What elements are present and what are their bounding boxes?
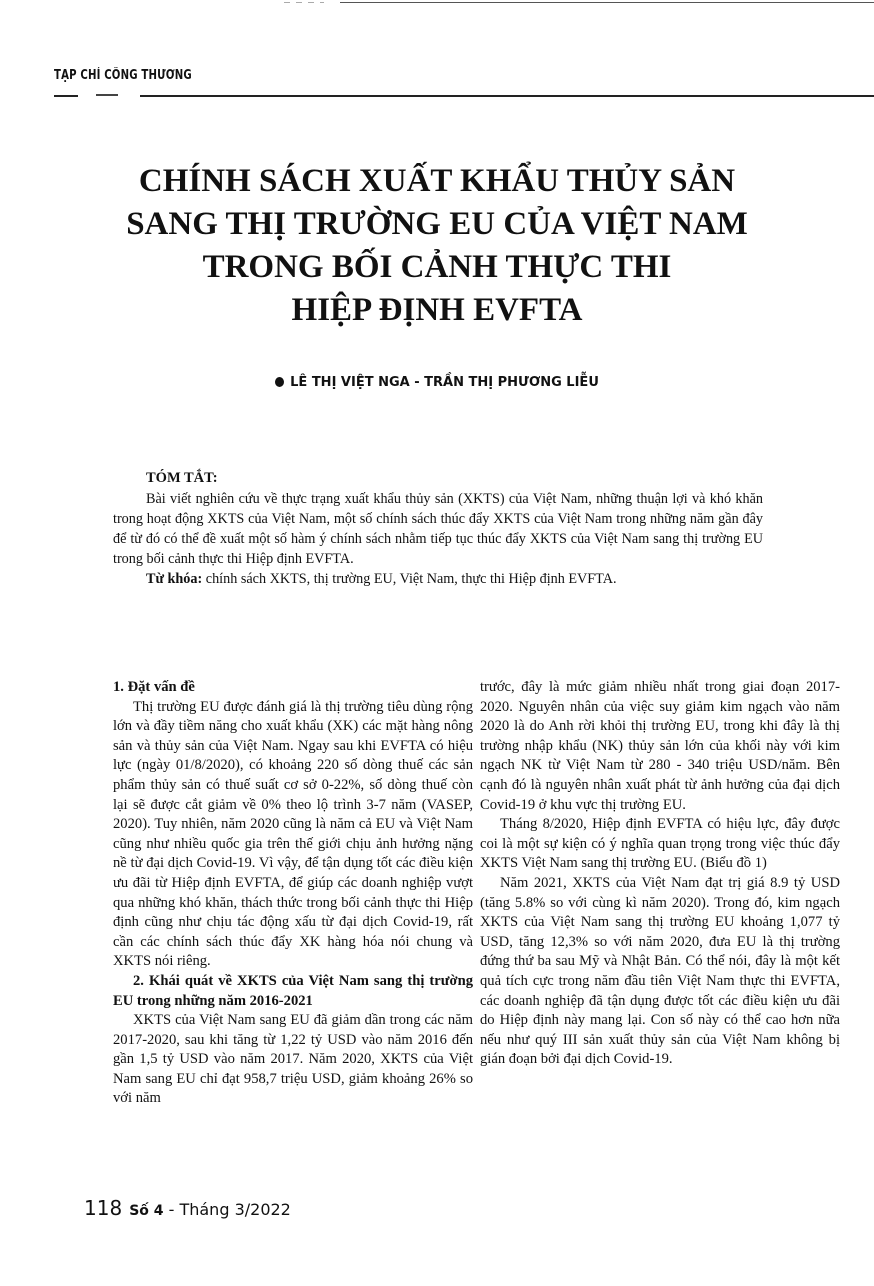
header-rule: [140, 95, 874, 97]
title-line: SANG THỊ TRƯỜNG EU CỦA VIỆT NAM: [126, 206, 748, 242]
scan-artifact-marks: [284, 2, 324, 3]
header-rule: [96, 94, 118, 96]
abstract-body: Bài viết nghiên cứu về thực trạng xuất khẩu thủy sản (XKTS) của Việt Nam, những thuận lợi và khó khăn trong hoạt động XKTS của Việt Nam, một số chính sách thúc đẩy XKTS của Việt Nam trong những năm gần đây để từ đó có thể đề xuất một số hàm ý chính sách nhằm tiếp tục thúc đẩy XKTS của Việt Nam sang thị trường EU trong bối cảnh thực thi Hiệp định EVFTA.: [113, 491, 763, 567]
left-column: [113, 678, 473, 1109]
right-column: [480, 678, 840, 1070]
paragraph: Thị trường EU được đánh giá là thị trường tiêu dùng rộng lớn và đầy tiềm năng cho xuất khẩu (XK) các mặt hàng nông sản và thủy sản của Việt Nam. Ngay sau khi EVFTA có hiệu lực (ngày 01/8/2020), có khoảng 220 số dòng thuế các sản phẩm thủy sản có thuế suất cơ sở 0-22%, số dòng thuế còn lại sẽ được cắt giảm về 0% theo lộ trình 3-7 năm (VASEP, 2020). Tuy nhiên, năm 2020 cũng là năm cả EU và Việt Nam cũng như nhiều quốc gia trên thế giới chịu ảnh hưởng nặng nề từ đại dịch Covid-19. Vì vậy, để tận dụng tốt các điều kiện ưu đãi từ Hiệp định EVFTA, để giúp các doanh nghiệp vượt qua những khó khăn, thách thức trong bối cảnh thực thi Hiệp định cũng như chịu tác động xấu từ đại dịch Covid-19, rất cần các chính sách thúc đẩy XK hàng hóa nói chung và XKTS nói riêng.: [113, 698, 473, 970]
authors-line: [0, 375, 874, 390]
header-rule: [54, 95, 78, 97]
section-heading-2: 2. Khái quát về XKTS của Việt Nam sang thị trường EU trong những năm 2016-2021: [113, 972, 473, 1009]
paragraph-continued: trước, đây là mức giảm nhiều nhất trong giai đoạn 2017-2020. Nguyên nhân của việc suy giảm kim ngạch vào năm 2020 là do Anh rời khỏi thị trường EU, trong khi đây là thị trường nhập khẩu (NK) thủy sản lớn của khối này với kim ngạch NK từ Việt Nam từ 280 - 340 triệu USD/năm. Bên cạnh đó là nguyên nhân xuất phát từ ảnh hưởng của đại dịch Covid-19 ở khu vực thị trường EU.: [480, 679, 840, 813]
article-title: [0, 160, 874, 332]
paragraph: Năm 2021, XKTS của Việt Nam đạt trị giá 8.9 tỷ USD (tăng 5.8% so với cùng kì năm 2020). Trong đó, kim ngạch XKTS của Việt Nam sang thị trường EU khoảng 1,077 tỷ USD, tăng 12,3% so với năm 2020, đưa EU là thị trường đứng thứ ba sau Mỹ và Nhật Bản. Có thể nói, đây là một kết quả tích cực trong năm đầu tiên Việt Nam thực thi EVFTA, các doanh nghiệp đã tận dụng được tốt các điều kiện ưu đãi do Hiệp định này mang lại. Con số này có thể cao hơn nữa nếu như quý III sản xuất thủy sản của Việt Nam không bị gián đoạn bởi đại dịch Covid-19.: [480, 874, 840, 1068]
keywords-text: chính sách XKTS, thị trường EU, Việt Nam, thực thi Hiệp định EVFTA.: [202, 571, 617, 587]
abstract-heading: TÓM TẮT:: [146, 470, 218, 486]
title-line: HIỆP ĐỊNH EVFTA: [291, 292, 583, 328]
title-line: CHÍNH SÁCH XUẤT KHẨU THỦY SẢN: [138, 163, 736, 199]
title-line: TRONG BỐI CẢNH THỰC THI: [202, 249, 672, 285]
abstract: [113, 468, 763, 589]
top-rule: [340, 2, 874, 3]
keywords-label: Từ khóa:: [146, 571, 203, 587]
authors: LÊ THỊ VIỆT NGA - TRẦN THỊ PHƯƠNG LIỄU: [290, 375, 599, 390]
section-heading-1: 1. Đặt vấn đề: [113, 679, 195, 695]
bullet-icon: [275, 377, 284, 387]
issue-date: - Tháng 3/2022: [163, 1200, 291, 1219]
page-footer: [84, 1196, 291, 1220]
issue-number: Số 4: [129, 1203, 164, 1219]
paragraph: XKTS của Việt Nam sang EU đã giảm dần trong các năm 2017-2020, sau khi tăng từ 1,22 tỷ USD vào năm 2016 đến gần 1,5 tỷ USD vào năm 2017. Năm 2020, XKTS của Việt Nam sang EU chỉ đạt 958,7 triệu USD, giảm khoảng 26% so với năm: [113, 1012, 473, 1107]
page-number: 118: [84, 1196, 123, 1220]
journal-header: TẠP CHÍ CÔNG THƯƠNG: [54, 68, 192, 83]
keywords: [113, 569, 763, 589]
paragraph: Tháng 8/2020, Hiệp định EVFTA có hiệu lực, đây được coi là một sự kiện có ý nghĩa quan trọng trong việc thúc đẩy XKTS Việt Nam sang thị trường EU. (Biểu đồ 1): [480, 816, 840, 872]
